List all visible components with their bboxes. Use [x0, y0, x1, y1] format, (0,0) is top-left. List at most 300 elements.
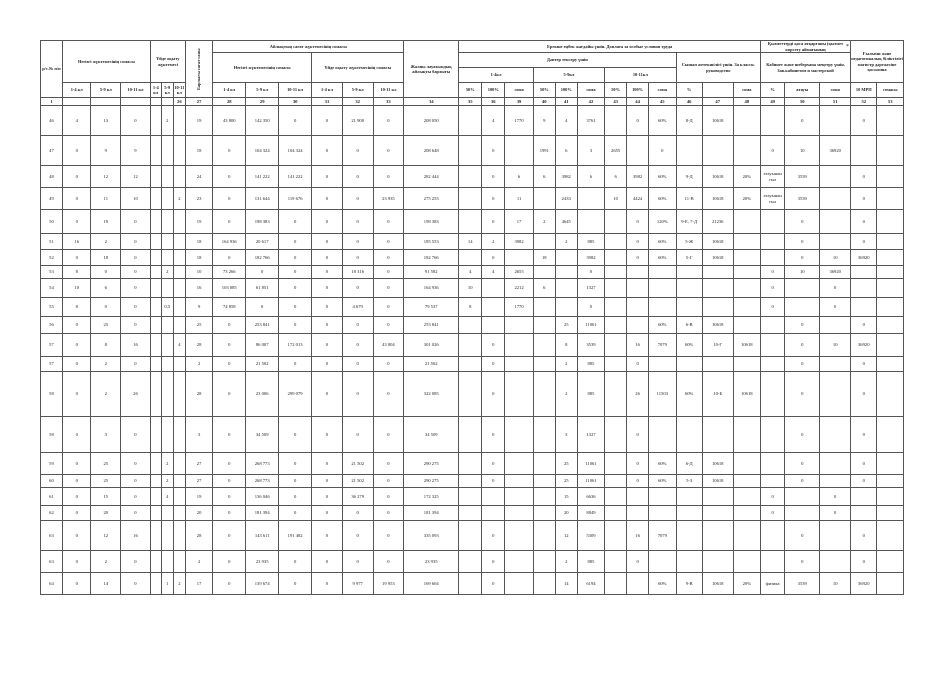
lead-sum-header: сома: [733, 83, 760, 98]
table-cell: 141 222: [246, 166, 279, 188]
table-cell: 23 935: [246, 551, 279, 573]
table-cell: [173, 521, 185, 551]
table-cell: 4424: [627, 188, 649, 210]
table-cell: [150, 210, 161, 234]
table-cell: 2212: [505, 279, 534, 298]
table-cell: 0: [627, 551, 649, 573]
table-cell: 0: [213, 166, 246, 188]
table-cell: 0: [577, 298, 604, 317]
table-cell: [733, 521, 760, 551]
table-cell: [877, 417, 904, 453]
table-cell: 3982: [627, 166, 649, 188]
table-cell: 0: [373, 210, 404, 234]
table-cell: [505, 521, 534, 551]
table-cell: 36920: [851, 334, 877, 357]
table-cell: 60%: [676, 334, 702, 357]
table-cell: [702, 551, 733, 573]
table-cell: 0: [279, 234, 312, 250]
table-cell: 0: [785, 334, 820, 357]
table-cell: 0: [342, 279, 373, 298]
table-cell: 885: [577, 551, 604, 573]
table-cell: [533, 357, 555, 372]
table-cell: 0: [62, 357, 91, 372]
table-cell: 61 851: [246, 279, 279, 298]
table-cell: [173, 136, 185, 166]
table-cell: 3539: [785, 188, 820, 210]
table-cell: 25: [555, 317, 577, 334]
table-cell: 0: [312, 372, 343, 417]
table-cell: 0: [279, 417, 312, 453]
table-cell: [761, 210, 785, 234]
table-cell: 0: [213, 250, 246, 266]
table-cell: 9-Е, 7-Д: [676, 210, 702, 234]
table-cell: 59: [41, 453, 63, 475]
table-cell: 104 324: [279, 136, 312, 166]
table-cell: 1327: [577, 279, 604, 298]
table-cell: 0: [312, 234, 343, 250]
table-cell: 8849: [577, 506, 604, 521]
table-cell: [761, 317, 785, 334]
table-cell: [820, 357, 851, 372]
table-cell: [505, 317, 534, 334]
table-cell: 49: [41, 188, 63, 210]
table-cell: 21 502: [404, 357, 459, 372]
table-cell: [161, 334, 173, 357]
table-cell: [877, 453, 904, 475]
table-cell: 0: [785, 372, 820, 417]
table-cell: 36920: [820, 266, 851, 279]
table-cell: 0: [577, 266, 604, 279]
table-cell: 54: [41, 279, 63, 298]
table-cell: 0: [482, 475, 505, 488]
table-cell: 34 509: [404, 417, 459, 453]
table-cell: [785, 488, 820, 506]
table-cell: [482, 488, 505, 506]
table-cell: 6: [533, 279, 555, 298]
table-cell: [877, 475, 904, 488]
table-cell: 0: [373, 166, 404, 188]
table-cell: [761, 334, 785, 357]
sum-c1011-header: 10-11 кл: [279, 83, 312, 98]
cab-name-header: атауы: [785, 83, 820, 98]
table-cell: 191 482: [279, 521, 312, 551]
table-cell: 0: [851, 521, 877, 551]
table-cell: 0: [482, 136, 505, 166]
column-number: 27: [185, 98, 212, 106]
table-cell: 3: [91, 417, 121, 453]
table-cell: 28: [185, 372, 212, 417]
table-cell: 0: [761, 136, 785, 166]
table-cell: 50: [41, 210, 63, 234]
mrp-header: 10 МРП: [851, 83, 877, 98]
table-cell: 53: [41, 266, 63, 279]
table-cell: 0: [342, 136, 373, 166]
column-number: 39: [505, 98, 534, 106]
table-cell: 43 004: [373, 334, 404, 357]
column-number: 49: [761, 98, 785, 106]
table-cell: [785, 279, 820, 298]
table-cell: [533, 234, 555, 250]
table-cell: [761, 475, 785, 488]
table-cell: [161, 551, 173, 573]
table-cell: 0: [279, 506, 312, 521]
table-cell: 0: [851, 188, 877, 210]
table-cell: 0: [342, 234, 373, 250]
table-cell: [150, 417, 161, 453]
table-cell: 139 674: [246, 573, 279, 595]
table-cell: [877, 188, 904, 210]
table-cell: 16: [62, 234, 91, 250]
table-cell: 0: [121, 279, 151, 298]
table-cell: [877, 266, 904, 279]
idx-header: р/с.№ п/п: [41, 41, 63, 98]
table-cell: 143 611: [246, 521, 279, 551]
table-cell: 0: [373, 266, 404, 279]
table-cell: [161, 234, 173, 250]
column-number: [91, 98, 121, 106]
table-cell: 18 316: [342, 266, 373, 279]
table-cell: [877, 136, 904, 166]
table-cell: 60%: [649, 106, 676, 136]
table-cell: 0: [213, 551, 246, 573]
table-cell: 0: [213, 334, 246, 357]
table-cell: 0: [62, 573, 91, 595]
table-cell: [161, 506, 173, 521]
table-cell: [605, 298, 627, 317]
table-cell: 16: [121, 334, 151, 357]
g59-p100-header: 100%: [555, 83, 577, 98]
table-cell: 208 648: [404, 136, 459, 166]
table-cell: 0: [279, 210, 312, 234]
table-cell: [161, 357, 173, 372]
c1011-header: 10-11 кл: [121, 83, 151, 98]
extra-header: Қызметтерді қоса атқарғаны (қызмет көрсету аймағының: [761, 41, 851, 53]
table-cell: [702, 521, 733, 551]
table-cell: [555, 266, 577, 279]
table-cell: 0: [627, 250, 649, 266]
table-cell: 7079: [649, 521, 676, 551]
table-cell: 169 604: [404, 573, 459, 595]
table-cell: 23 935: [404, 551, 459, 573]
table-cell: 2: [91, 234, 121, 250]
table-cell: 0: [851, 551, 877, 573]
table-cell: 0: [62, 210, 91, 234]
table-cell: [676, 279, 702, 298]
table-cell: [505, 136, 534, 166]
table-cell: [150, 475, 161, 488]
table-cell: 0: [761, 266, 785, 279]
table-cell: [702, 298, 733, 317]
table-cell: 0: [342, 250, 373, 266]
table-cell: [627, 298, 649, 317]
table-cell: 3761: [577, 106, 604, 136]
table-cell: [161, 210, 173, 234]
table-cell: 64: [41, 573, 63, 595]
table-cell: [761, 357, 785, 372]
table-cell: 24: [185, 166, 212, 188]
table-cell: 21 900: [342, 106, 373, 136]
table-cell: 0: [851, 106, 877, 136]
table-cell: [702, 136, 733, 166]
table-cell: 0: [213, 573, 246, 595]
table-cell: 0: [279, 279, 312, 298]
table-cell: 0: [342, 317, 373, 334]
table-cell: 185 553: [404, 234, 459, 250]
table-cell: [482, 279, 505, 298]
table-cell: [877, 250, 904, 266]
table-cell: 104 324: [246, 136, 279, 166]
home-count-header: Үйде оқыту жүктемесі: [150, 41, 185, 83]
table-cell: [150, 521, 161, 551]
table-cell: 46: [41, 106, 63, 136]
table-cell: 0: [121, 266, 151, 279]
table-cell: 10618: [702, 166, 733, 188]
column-number: 52: [851, 98, 877, 106]
table-cell: [877, 298, 904, 317]
table-cell: 1327: [577, 417, 604, 453]
table-cell: 172 013: [279, 334, 312, 357]
table-row: [41, 136, 904, 166]
table-cell: 19: [91, 210, 121, 234]
table-cell: [605, 357, 627, 372]
table-cell: 0: [312, 551, 343, 573]
table-cell: 0: [121, 506, 151, 521]
table-cell: [555, 250, 577, 266]
table-cell: 4: [459, 266, 482, 279]
table-cell: 0: [279, 357, 312, 372]
table-cell: 0: [342, 417, 373, 453]
table-cell: 0: [373, 488, 404, 506]
table-row: [41, 488, 904, 506]
table-cell: [150, 573, 161, 595]
table-cell: 131 644: [246, 188, 279, 210]
table-cell: 0: [342, 188, 373, 210]
table-cell: 2: [185, 551, 212, 573]
table-cell: 0: [312, 250, 343, 266]
table-cell: 2: [173, 188, 185, 210]
table-cell: [649, 298, 676, 317]
table-row: [41, 234, 904, 250]
salary-table-sheet: [40, 40, 904, 623]
home-sum-c59-header: 5-9 кл: [342, 83, 373, 98]
table-cell: 11503: [649, 372, 676, 417]
g14-p50-header: 50%: [459, 83, 482, 98]
table-cell: [150, 372, 161, 417]
column-number: 51: [820, 98, 851, 106]
table-cell: 141 222: [279, 166, 312, 188]
table-cell: [505, 573, 534, 595]
table-cell: [820, 317, 851, 334]
table-cell: 6-Д: [676, 453, 702, 475]
table-cell: [877, 372, 904, 417]
table-cell: 0: [279, 551, 312, 573]
table-cell: 60%: [649, 166, 676, 188]
table-cell: 0: [312, 188, 343, 210]
table-cell: 0: [761, 279, 785, 298]
table-cell: 10-Б: [702, 372, 733, 417]
table-cell: [459, 506, 482, 521]
table-cell: [627, 279, 649, 298]
table-cell: 3982: [577, 250, 604, 266]
table-cell: [459, 475, 482, 488]
table-cell: [820, 166, 851, 188]
table-cell: [676, 417, 702, 453]
table-cell: 25: [91, 475, 121, 488]
table-cell: [161, 188, 173, 210]
table-cell: [150, 106, 161, 136]
table-cell: 2: [555, 357, 577, 372]
table-cell: 63: [41, 551, 63, 573]
table-cell: 12: [121, 166, 151, 188]
column-number: 48: [733, 98, 760, 106]
table-cell: [150, 334, 161, 357]
table-cell: 60%: [649, 250, 676, 266]
table-cell: 21 502: [246, 357, 279, 372]
table-cell: 164 936: [213, 234, 246, 250]
table-cell: 0: [62, 317, 91, 334]
table-row: [41, 551, 904, 573]
g1011-sum-header: сома: [649, 83, 676, 98]
table-cell: [150, 506, 161, 521]
table-cell: 0: [213, 475, 246, 488]
table-cell: 0: [213, 521, 246, 551]
table-cell: [877, 106, 904, 136]
table-cell: 0: [342, 166, 373, 188]
table-cell: [877, 210, 904, 234]
table-cell: 28: [185, 334, 212, 357]
table-cell: [505, 334, 534, 357]
table-cell: [702, 506, 733, 521]
table-cell: [173, 488, 185, 506]
table-cell: [761, 521, 785, 551]
table-cell: 0: [312, 279, 343, 298]
table-cell: [505, 551, 534, 573]
table-cell: 164 936: [404, 279, 459, 298]
table-cell: 0: [213, 188, 246, 210]
table-cell: [733, 551, 760, 573]
table-cell: [173, 210, 185, 234]
table-cell: 0: [373, 136, 404, 166]
table-cell: 0: [851, 234, 877, 250]
table-cell: 21 502: [342, 453, 373, 475]
table-cell: 60%: [676, 372, 702, 417]
table-cell: [877, 234, 904, 250]
table-row: [41, 266, 904, 279]
table-cell: [459, 357, 482, 372]
table-cell: 10: [121, 188, 151, 210]
table-cell: 0: [851, 357, 877, 372]
table-cell: [555, 279, 577, 298]
table-cell: 0: [373, 372, 404, 417]
table-cell: 16: [121, 521, 151, 551]
table-cell: 0: [62, 453, 91, 475]
table-cell: 0: [62, 334, 91, 357]
table-cell: 0: [121, 106, 151, 136]
table-cell: 0: [121, 357, 151, 372]
table-cell: 10618: [702, 234, 733, 250]
table-cell: [649, 357, 676, 372]
table-cell: 0: [785, 106, 820, 136]
table-cell: [877, 317, 904, 334]
table-cell: 25: [91, 317, 121, 334]
table-cell: [733, 317, 760, 334]
table-row: [41, 279, 904, 298]
table-cell: 9: [185, 298, 212, 317]
table-cell: [577, 210, 604, 234]
column-number: 28: [213, 98, 246, 106]
table-cell: 0: [373, 475, 404, 488]
table-cell: [649, 506, 676, 521]
table-cell: 0: [851, 317, 877, 334]
table-cell: 0: [62, 188, 91, 210]
table-cell: 20%: [733, 573, 760, 595]
table-cell: [820, 210, 851, 234]
table-cell: 2: [555, 551, 577, 573]
table-cell: 0: [342, 372, 373, 417]
table-cell: [733, 136, 760, 166]
table-cell: [173, 417, 185, 453]
table-cell: [150, 250, 161, 266]
table-cell: [161, 372, 173, 417]
table-cell: [482, 298, 505, 317]
table-cell: [173, 279, 185, 298]
table-cell: 34 509: [246, 417, 279, 453]
table-cell: 8: [555, 334, 577, 357]
table-cell: [505, 506, 534, 521]
table-cell: 2: [482, 234, 505, 250]
table-cell: [820, 106, 851, 136]
table-cell: 0: [213, 317, 246, 334]
g1011-p50-header: 50%: [605, 83, 627, 98]
table-cell: 268 773: [246, 475, 279, 488]
table-cell: 0: [62, 551, 91, 573]
table-cell: [851, 136, 877, 166]
table-cell: [733, 266, 760, 279]
table-cell: [459, 551, 482, 573]
table-cell: [605, 475, 627, 488]
table-cell: [605, 234, 627, 250]
table-cell: 0: [482, 188, 505, 210]
table-row: [41, 521, 904, 551]
column-number: [121, 98, 151, 106]
table-cell: 61: [41, 488, 63, 506]
table-cell: [877, 357, 904, 372]
table-cell: 0: [121, 317, 151, 334]
table-cell: 0: [62, 475, 91, 488]
table-cell: 10618: [733, 334, 760, 357]
table-cell: 11061: [577, 453, 604, 475]
table-cell: 9: [533, 106, 555, 136]
table-cell: 3: [555, 417, 577, 453]
table-cell: [877, 334, 904, 357]
table-cell: 253 841: [404, 317, 459, 334]
table-row: [41, 573, 904, 595]
table-cell: [150, 166, 161, 188]
table-cell: 0: [62, 250, 91, 266]
table-cell: [676, 551, 702, 573]
table-cell: 0: [121, 234, 151, 250]
table-cell: [627, 506, 649, 521]
table-cell: 11: [91, 188, 121, 210]
table-cell: 253 841: [246, 317, 279, 334]
class-lead-header: Сынып жетекшілігі үшін. За классн. руководство: [676, 53, 761, 83]
table-cell: [702, 266, 733, 279]
table-cell: 0: [121, 250, 151, 266]
table-cell: 4 679: [342, 298, 373, 317]
table-cell: [459, 334, 482, 357]
table-row: [41, 188, 904, 210]
table-cell: [173, 475, 185, 488]
